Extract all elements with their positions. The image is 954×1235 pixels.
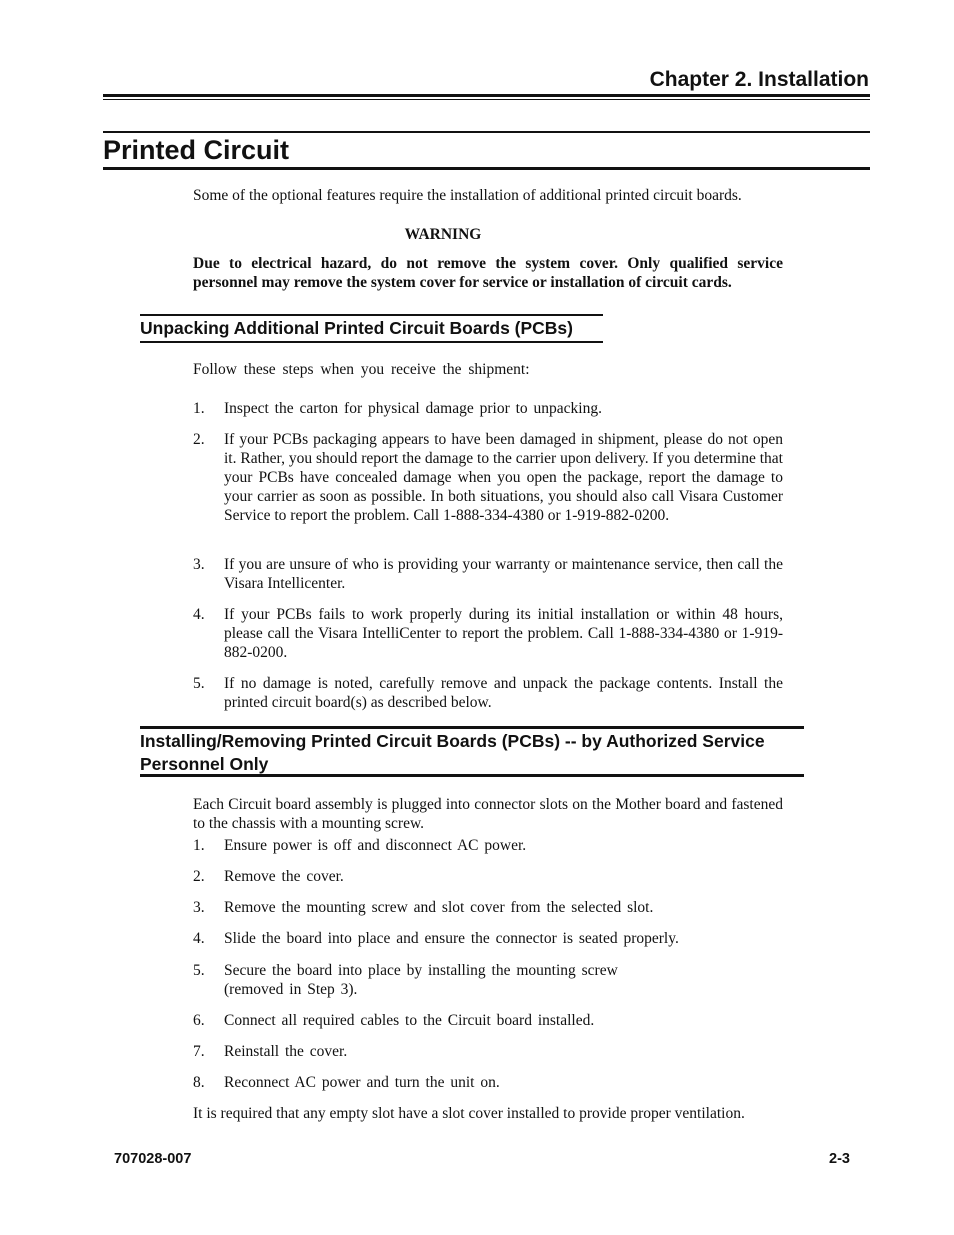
step-number: 3.	[193, 899, 205, 916]
install-step	[193, 1042, 783, 1061]
step-number: 2.	[193, 868, 205, 885]
unpacking-step	[193, 605, 783, 662]
step-text: If your PCBs packaging appears to have been damaged in shipment, please do not open it. Rather, you should report the damage to the carrier upon delivery. If you determine that your PCBs have concealed damage when you open the package, report the damage to your carrier as soon as possible. In both situations, you should also call Visara Customer Service to report the problem. Call 1-888-334-4380 or 1-919-882-0200.	[224, 431, 783, 524]
step-number: 2.	[193, 431, 205, 448]
section-unpacking-intro: Follow these steps when you receive the shipment:	[193, 361, 530, 378]
install-step	[193, 1011, 783, 1030]
step-number: 7.	[193, 1043, 205, 1060]
install-step	[193, 836, 783, 855]
section-unpacking-heading-wrap	[140, 314, 603, 343]
step-number: 3.	[193, 556, 205, 573]
step-number: 6.	[193, 1012, 205, 1029]
section-installing-intro: Each Circuit board assembly is plugged into connector slots on the Mother board and fastened to the chassis with a mounting screw.	[193, 796, 783, 832]
title-top-rule	[103, 131, 870, 133]
chapter-header: Chapter 2. Installation	[649, 68, 869, 91]
closing-paragraph: It is required that any empty slot have a slot cover installed to provide proper ventilation.	[193, 1105, 745, 1122]
title-bottom-rule	[103, 167, 870, 170]
install-step	[193, 929, 783, 948]
page-title: Printed Circuit	[103, 135, 290, 165]
section-installing-heading-line1: Installing/Removing Printed Circuit Boards (PCBs) -- by Authorized Service	[140, 731, 765, 751]
step-text: Remove the mounting screw and slot cover from the selected slot.	[224, 899, 654, 916]
step-text: Remove the cover.	[224, 868, 344, 885]
step-text-line1: Secure the board into place by installing the mounting screw	[224, 962, 618, 979]
warning-text: Due to electrical hazard, do not remove the system cover. Only qualified service personnel may remove the system cover for service or installation of circuit cards.	[193, 255, 783, 291]
unpacking-step	[193, 399, 783, 418]
install-step	[193, 867, 783, 886]
unpacking-step	[193, 430, 783, 525]
section-installing-heading-line2: Personnel Only	[140, 754, 269, 774]
step-text: Reinstall the cover.	[224, 1043, 348, 1060]
step-number: 5.	[193, 675, 205, 692]
step-text: Inspect the carton for physical damage prior to unpacking.	[224, 400, 602, 417]
step-text: Reconnect AC power and turn the unit on.	[224, 1074, 500, 1091]
header-double-rule	[103, 94, 870, 100]
section-unpacking-heading: Unpacking Additional Printed Circuit Boards (PCBs)	[140, 318, 573, 338]
install-step	[193, 1073, 783, 1092]
install-step	[193, 898, 783, 917]
step-number: 4.	[193, 606, 205, 623]
intro-paragraph: Some of the optional features require the installation of additional printed circuit boards.	[193, 187, 742, 204]
step-number: 4.	[193, 930, 205, 947]
install-step	[193, 961, 783, 999]
step-number: 1.	[193, 837, 205, 854]
section-installing-heading	[140, 730, 804, 776]
step-text: Connect all required cables to the Circuit board installed.	[224, 1012, 595, 1029]
unpacking-step	[193, 674, 783, 712]
step-text-line2: (removed in Step 3).	[224, 981, 358, 998]
footer-page-number: 2-3	[829, 1151, 850, 1167]
step-text: If no damage is noted, carefully remove and unpack the package contents. Install the printed circuit board(s) as described below.	[224, 675, 783, 711]
unpacking-step	[193, 555, 783, 593]
footer-doc-number: 707028-007	[114, 1151, 192, 1167]
section-installing-heading-wrap	[140, 726, 804, 777]
step-number: 8.	[193, 1074, 205, 1091]
step-text: If your PCBs fails to work properly during its initial installation or within 48 hours, please call the Visara IntelliCenter to report the problem. Call 1-888-334-4380 or 1-919-882-0200.	[224, 606, 783, 661]
warning-title: WARNING	[404, 226, 482, 243]
step-number: 1.	[193, 400, 205, 417]
step-number: 5.	[193, 962, 205, 979]
step-text: If you are unsure of who is providing your warranty or maintenance service, then call the Visara Intellicenter.	[224, 556, 783, 592]
step-text: Slide the board into place and ensure the connector is seated properly.	[224, 930, 679, 947]
step-text	[224, 961, 783, 999]
step-text: Ensure power is off and disconnect AC power.	[224, 837, 527, 854]
